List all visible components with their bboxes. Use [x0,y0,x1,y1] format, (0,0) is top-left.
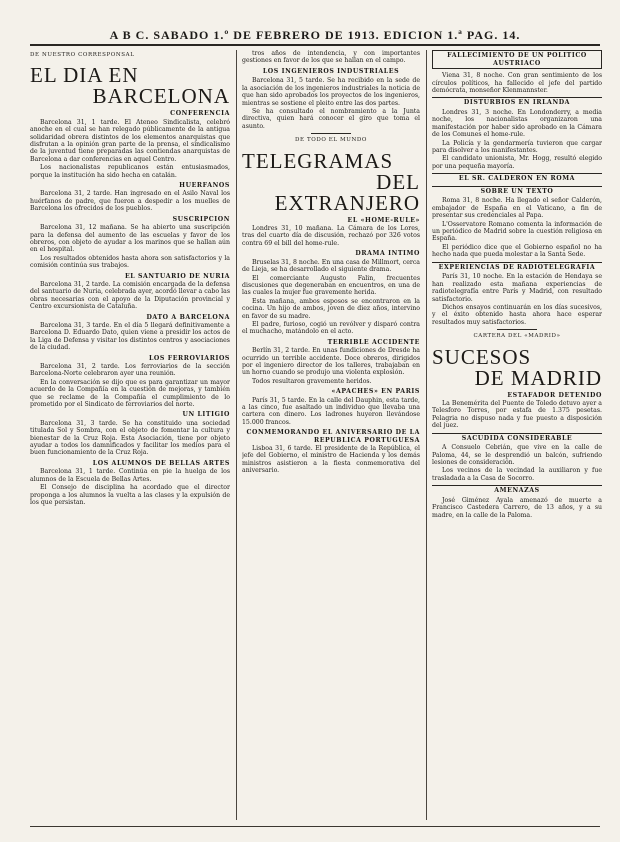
header-rule [30,44,600,46]
article-paragraph: El candidato unionista, Mr. Hogg, resultó elegido por una pequeña mayoría. [432,155,602,170]
article-paragraph: La Benemérita del Puente de Toledo detuvo ayer a Telesforo Torres, por estafa de 1.375 pesetas. Pelagria no dispuso nada y fue puesto a disposición del juez. [432,399,602,430]
column-1 [30,50,230,820]
section-heading: EL SANTUARIO DE NURIA [124,272,230,280]
article-paragraph: Barcelona 31, 2 tarde. Los ferroviarios de la sección Barcelona-Norte celebraron ayer una reunión. [30,363,230,378]
section-heading: SUSCRIPCION [172,215,230,223]
article-paragraph: Barcelona 31, 5 tarde. Se ha recibido en la sede de la asociación de los ingenieros industriales la noticia de que han sido aprobados los proyectos de los ingenieros, mientras se sostiene el pleito entre las dos partes. [242,77,420,107]
article-paragraph: tros años de intendencia, y con importantes gestiones en favor de los que se hallan en el campo. [242,50,420,65]
article-paragraph: París 31, 10 noche. En la estación de Hendaya se han realizado esta mañana experiencias de radiotelegrafía entre París y Madrid, con resultado satisfactorio. [432,273,602,303]
section-heading: SACUDIDA CONSIDERABLE [432,433,602,443]
article-paragraph: Los vecinos de la vecindad la auxiliaron y fue trasladada a la Casa de Socorro. [432,467,602,482]
article-paragraph: L'Osservatore Romano comenta la información de un periódico de Madrid sobre la cuestión religiosa en España. [432,220,602,243]
section-heading: DATO A BARCELONA [146,313,230,321]
article-paragraph: El comerciante Augusto Falin, frecuentes discusiones que degeneraban en encuentros, en una de las cuales la mujer fue gravemente herida. [242,274,420,297]
article-paragraph: Barcelona 31, 3 tarde. Se ha constituido una sociedad titulada Sol y Sombra, con el objeto de fomentar la cultura y bienestar de la Cruz Roja. Esta Asociación, tiene por objeto ayudar a todos los damnificados y facilitar los medios para el buen funcionamiento de la Cruz Roja. [30,419,230,457]
headline-line-1: TELEGRAMAS [242,148,394,173]
article-paragraph: Bruselas 31, 8 noche. En una casa de Millmort, cerca de Lieja, se ha desarrollado el siguiente drama. [242,258,420,274]
col2-sections [242,225,420,475]
article-paragraph: Barcelona 31, 1 tarde. El Ateneo Sindicalista, celebró anoche en el cual se han relegado públicamente de la antigua solidaridad obrera distintos de los elementos anarquistas que disfrutan a la opinión gran parte de la prensa, el sindicalismo de la juventud tiene preparadas las contiendas anarquistas de Barcelona a dar conferencias en aquel Centro. [30,118,230,163]
headline-line-2: DE MADRID [474,365,602,390]
headline-line-1: SUCESOS [432,344,532,369]
section-heading: CONFERENCIA [170,110,230,118]
column-2 [242,50,420,820]
article-paragraph: El padre, furioso, cogió un revólver y disparó contra el muchacho, matándolo en el acto. [242,320,420,336]
article-paragraph: Londres 31, 3 noche. En Londonderry, a media noche, los nacionalistas organizaron una manifestación por haber sido aprobado en la Cámara de los Comunes el home-rule. [432,109,602,139]
article-paragraph: Dichos ensayos continuarán en los días sucesivos, y el éxito obtenido hasta ahora hace esperar resultados muy satisfactorios. [432,303,602,326]
col3-sections [432,50,602,326]
section-heading: DRAMA INTIMO [355,250,420,258]
article-paragraph: La Policía y la gendarmería tuvieron que cargar para disolver a los manifestantes. [432,139,602,155]
masthead: A B C. SABADO 1.º DE FEBRERO DE 1913. EDICION 1.ª PAG. 14. [109,28,521,42]
article-paragraph: Londres 31, 10 mañana. La Cámara de los Lores, tras del cuarto día de discusión, rechazó por 326 votos contra 69 el bill del home-rule. [242,225,420,247]
section-heading: «APACHES» EN PARIS [331,388,420,396]
article-paragraph: Barcelona 31, 12 mañana. Se ha abierto una suscripción para la defensa del aumento de las escuelas y favor de los obreros, con objeto de ayudar a los marinos que se hallan aún en el hospital. [30,224,230,254]
section-heading: TERRIBLE ACCIDENTE [327,338,420,346]
section-heading: ESTAFADOR DETENIDO [507,391,602,399]
article-paragraph: A Consuelo Cebrián, que vive en la calle de Paloma, 44, se le desprendió un balcón, sufriendo lesiones de consideración. [432,444,602,466]
headline-line-2: DEL EXTRANJERO [274,169,420,215]
article-paragraph: José Giménez Ayala amenazó de muerte a Francisco Castedera Carrero, de 13 años, y a su madre, en la calle de la Paloma. [432,496,602,519]
section-heading: EXPERIENCIAS DE RADIOTELEGRAFIA [432,262,602,272]
section-heading: UN LITIGIO [182,411,230,419]
kicker: DE TODO EL MUNDO [294,137,368,144]
article-paragraph: Todos resultaron gravemente heridos. [252,377,372,385]
section-heading: LOS ALUMNOS DE BELLAS ARTES [92,459,230,467]
kicker: DE NUESTRO CORRESPONSAL [30,52,135,58]
article-paragraph: El periódico dice que el Gobierno español no ha hecho nada que pueda molestar a la Santa Sede. [432,243,602,259]
article-paragraph: Lisboa 31, 6 tarde. El presidente de la República, el jefe del Gobierno, el ministro de Hacienda y los demás ministros asistieron a la fiesta conmemorativa del aniversario. [242,445,420,475]
divider [311,133,351,134]
section-heading: EL SR. CALDERON EN ROMA [432,173,602,183]
article-paragraph: París 31, 5 tarde. En la calle del Dauphin, esta tarde, a las cinco, fue asaltado un individuo que llevaba una cartera con dinero. Los ladrones huyeron llevándose 15.000 francos. [242,396,420,426]
section-heading: LOS FERROVIARIOS [148,354,230,362]
headline-line-2: BARCELONA [92,84,230,109]
bottom-rule [30,826,600,827]
column-3 [432,50,602,820]
section-heading: HUERFANOS [179,182,230,190]
kicker: CARTERA DEL «MADRID» [473,333,561,340]
article-paragraph: Barcelona 31, 2 tarde. La comisión encargada de la defensa del santuario de Nuria, celebrada ayer, acordó llevar a cabo las obras necesarias con el apoyo de la Diputación provincial y Centro excursionista de Cataluña. [30,280,230,311]
article-paragraph: Roma 31, 8 noche. Ha llegado el señor Calderón, embajador de España en el Vaticano, a fin de presentar sus credenciales al Papa. [432,197,602,220]
article-paragraph: Los nacionalistas republicanos están entusiasmados, porque la institución ha sido hecha en catalán. [30,164,230,179]
section-heading: LOS INGENIEROS INDUSTRIALES [262,67,400,75]
article-paragraph: Barcelona 31, 2 tarde. Han ingresado en el Asilo Naval los huérfanos de padre, que fueron a despedir a los muelles de Barcelona los ofrecidos de los pueblos. [30,190,230,213]
article-paragraph: El Consejo de disciplina ha acordado que el director proponga a los alumnos la vuelta a las clases y la expulsión de los que persistan. [30,484,230,506]
column-divider [236,50,237,820]
article-paragraph: Viena 31, 8 noche. Con gran sentimiento de los círculos políticos, ha fallecido el jefe del partido demócrata, monseñor Klenmannster. [432,72,602,94]
article-paragraph: Se ha consultado el nombramiento a la Junta directiva, quien hará conocer el giro que toma el asunto. [242,108,420,130]
article-paragraph: Barcelona 31, 1 tarde. Continúa en pie la huelga de los alumnos de la Escuela de Bellas Artes. [30,468,230,483]
section-heading: EL «HOME-RULE» [347,216,420,224]
article-paragraph: Esta mañana, ambos esposos se encontraron en la cocina. Un hijo de ambos, joven de diez años, intervino en favor de su madre. [242,297,420,320]
article-paragraph: Barcelona 31, 3 tarde. En el día 5 llegará definitivamente a Barcelona D. Eduardo Dato, quien viene a presidir los actos de la Liga de Defensa y visitar los distintos centros y asociaciones de la ciudad. [30,321,230,352]
col1-sections [30,110,230,506]
col3-sections-2 [432,400,602,519]
section-heading: SOBRE UN TEXTO [432,186,602,196]
section-heading: AMENAZAS [432,485,602,495]
divider [497,329,537,330]
section-heading: FALLECIMIENTO DE UN POLITICO AUSTRIACO [432,50,602,69]
article-paragraph: Berlín 31, 2 tarde. En unas fundiciones de Dresde ha ocurrido un terrible accidente. Doce obreros, dirigidos por el ingeniero director de los talleres, trabajaban en un horno cuando se produjo una violenta explosión. [242,347,420,377]
section-heading: CONMEMORANDO EL ANIVERSARIO DE LA REPUBLICA PORTUGUESA [246,429,420,444]
section-heading: DISTURBIOS EN IRLANDA [432,97,602,107]
headline-line-1: EL DIA EN [30,63,139,88]
article-paragraph: En la conversación se dijo que es para garantizar un mayor acuerdo de la Compañía en la cuestión de mejoras, y también que se reclame de la Compañía el cumplimiento de lo prometido por el Sindicato de ferroviarios del norte. [30,378,230,409]
article-paragraph: Los resultados obtenidos hasta ahora son satisfactorios y la comisión continúa sus trabajos. [30,254,230,270]
column-divider [426,50,427,820]
